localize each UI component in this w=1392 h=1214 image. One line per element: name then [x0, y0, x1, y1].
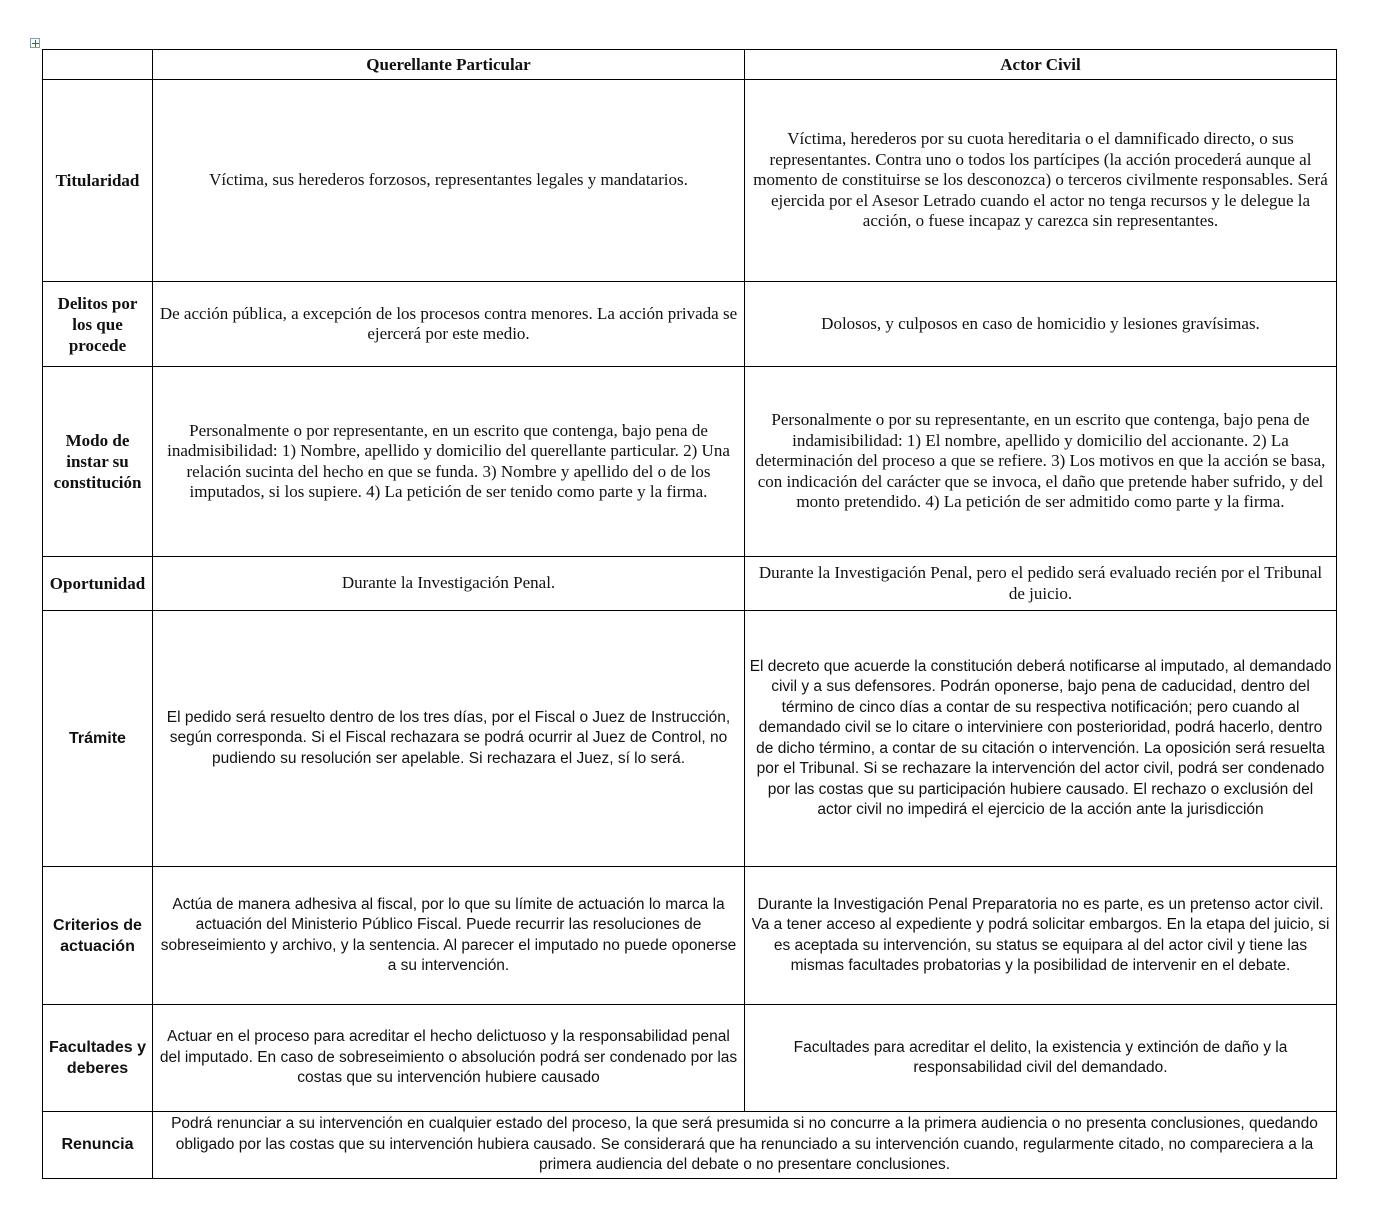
querellante-cell: Víctima, sus herederos forzosos, representantes legales y mandatarios. — [153, 80, 745, 282]
row-label: Oportunidad — [43, 557, 153, 611]
querellante-cell: De acción pública, a excepción de los procesos contra menores. La acción privada se ejercerá por este medio. — [153, 282, 745, 367]
actor-civil-cell: Durante la Investigación Penal, pero el pedido será evaluado recién por el Tribunal de juicio. — [745, 557, 1337, 611]
renuncia-merged-cell: Podrá renunciar a su intervención en cualquier estado del proceso, la que será presumida si no concurre a la primera audiencia o no presenta conclusiones, quedando obligado por las costas que su intervención hubiera causado. Se considerará que ha renunciado a su intervención cuando, regularmente citado, no compareciera a la primera audiencia del debate o no presentare conclusiones. — [153, 1112, 1337, 1179]
table-row — [43, 611, 1337, 867]
table-row — [43, 282, 1337, 367]
actor-civil-cell: Víctima, herederos por su cuota hereditaria o el damnificado directo, o sus representantes. Contra uno o todos los partícipes (la acción procederá aunque al momento de constituirse se los desconozca) o terceros civilmente responsables. Será ejercida por el Asesor Letrado cuando el actor no tenga recursos y le delegue la acción, o fuese incapaz y carezca sin representantes. — [745, 80, 1337, 282]
header-actor-civil: Actor Civil — [745, 50, 1337, 80]
header-querellante: Querellante Particular — [153, 50, 745, 80]
header-empty-cell — [43, 50, 153, 80]
querellante-cell: Durante la Investigación Penal. — [153, 557, 745, 611]
querellante-cell: El pedido será resuelto dentro de los tres días, por el Fiscal o Juez de Instrucción, según corresponda. Si el Fiscal rechazara se podrá ocurrir al Juez de Control, no pudiendo su resolución ser apelable. Si rechazara el Juez, sí lo será. — [153, 611, 745, 867]
table-header-row — [43, 50, 1337, 80]
table-row — [43, 1005, 1337, 1112]
actor-civil-cell: Facultades para acreditar el delito, la existencia y extinción de daño y la responsabilidad civil del demandado. — [745, 1005, 1337, 1112]
actor-civil-cell: Dolosos, y culposos en caso de homicidio y lesiones gravísimas. — [745, 282, 1337, 367]
actor-civil-cell: El decreto que acuerde la constitución deberá notificarse al imputado, al demandado civil y a sus defensores. Podrán oponerse, bajo pena de caducidad, dentro del término de cinco días a contar de su respectiva notificación; pero cuando al demandado civil se lo citare o interviniere con posterioridad, podrá hacerlo, dentro de dicho término, a contar de su citación o intervención. La oposición será resuelta por el Tribunal. Si se rechazare la intervención del actor civil, podrá ser condenado por las costas que su participación hubiere causado. El rechazo o exclusión del actor civil no impedirá el ejercicio de la acción ante la jurisdicción — [745, 611, 1337, 867]
row-label: Modo de instar su constitución — [43, 367, 153, 557]
table-row — [43, 1112, 1337, 1179]
row-label: Delitos por los que procede — [43, 282, 153, 367]
row-label: Renuncia — [43, 1112, 153, 1179]
table-row — [43, 867, 1337, 1005]
table-row — [43, 367, 1337, 557]
table-row — [43, 557, 1337, 611]
row-label: Criterios de actuación — [43, 867, 153, 1005]
row-label: Titularidad — [43, 80, 153, 282]
table-move-handle-icon[interactable] — [30, 38, 40, 48]
comparison-table — [42, 49, 1337, 1179]
row-label: Facultades y deberes — [43, 1005, 153, 1112]
row-label: Trámite — [43, 611, 153, 867]
querellante-cell: Personalmente o por representante, en un escrito que contenga, bajo pena de inadmisibilidad: 1) Nombre, apellido y domicilio del querellante particular. 2) Una relación sucinta del hecho en que se funda. 3) Nombre y apellido del o de los imputados, si los supiere. 4) La petición de ser tenido como parte y la firma. — [153, 367, 745, 557]
querellante-cell: Actuar en el proceso para acreditar el hecho delictuoso y la responsabilidad penal del imputado. En caso de sobreseimiento o absolución podrá ser condenado por las costas que su intervención hubiere causado — [153, 1005, 745, 1112]
actor-civil-cell: Personalmente o por su representante, en un escrito que contenga, bajo pena de indamisibilidad: 1) El nombre, apellido y domicilio del accionante. 2) La determinación del proceso a que se refiere. 3) Los motivos en que la acción se basa, con indicación del carácter que se invoca, el daño que pretende haber sufrido, y del monto pretendido. 4) La petición de ser admitido como parte y la firma. — [745, 367, 1337, 557]
actor-civil-cell: Durante la Investigación Penal Preparatoria no es parte, es un pretenso actor civil. Va a tener acceso al expediente y podrá solicitar embargos. En la etapa del juicio, si es aceptada su intervención, su status se equipara al del actor civil y tiene las mismas facultades probatorias y la posibilidad de intervenir en el debate. — [745, 867, 1337, 1005]
table-row — [43, 80, 1337, 282]
querellante-cell: Actúa de manera adhesiva al fiscal, por lo que su límite de actuación lo marca la actuación del Ministerio Público Fiscal. Puede recurrir las resoluciones de sobreseimiento y archivo, y la sentencia. Al parecer el imputado no puede oponerse a su intervención. — [153, 867, 745, 1005]
